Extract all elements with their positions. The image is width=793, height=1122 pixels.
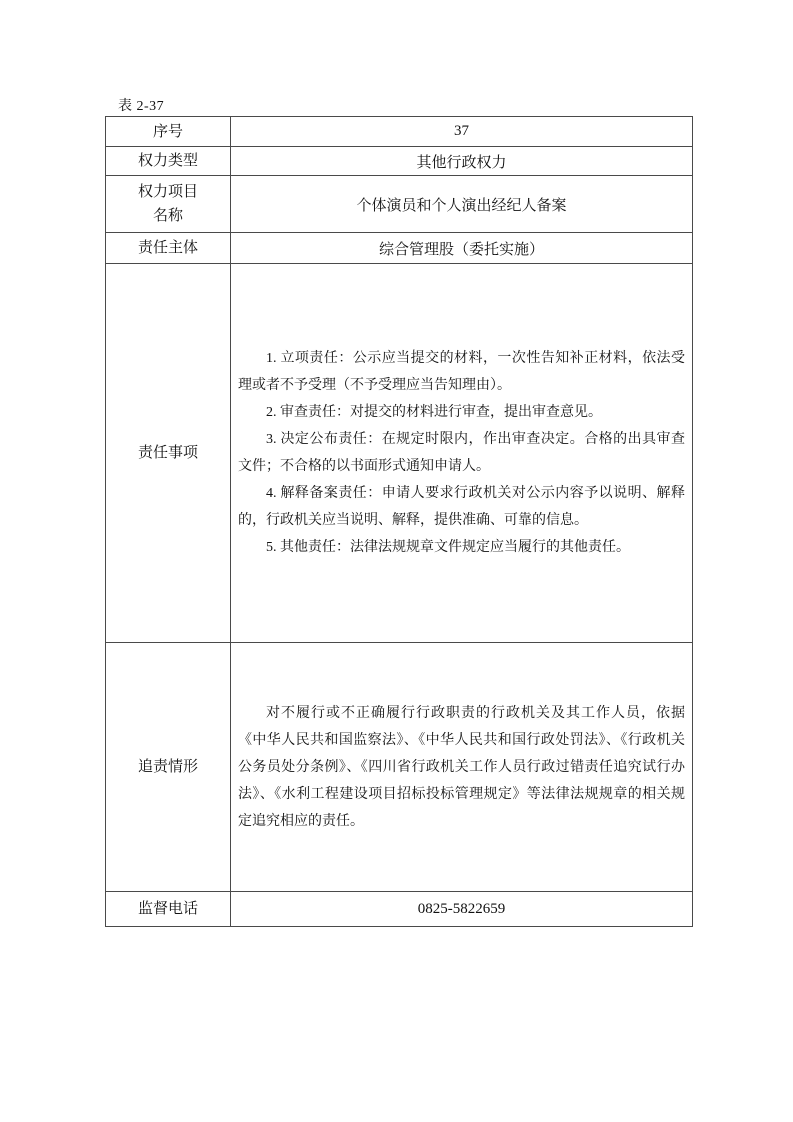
accountability-label: 追责情形	[106, 643, 231, 892]
power-type-value: 其他行政权力	[231, 147, 693, 176]
table-row-serial-number	[106, 117, 693, 147]
duty-items-content	[231, 264, 693, 643]
table-row-supervision-phone	[106, 892, 693, 927]
table-row-accountability	[106, 643, 693, 892]
project-name-label	[106, 176, 231, 233]
serial-number-value: 37	[231, 117, 693, 147]
table-row-power-type	[106, 147, 693, 176]
serial-number-label: 序号	[106, 117, 231, 147]
responsible-subject-label: 责任主体	[106, 233, 231, 264]
table-row-duty-items	[106, 264, 693, 643]
responsible-subject-value: 综合管理股（委托实施）	[231, 233, 693, 264]
accountability-paragraph: 对不履行或不正确履行行政职责的行政机关及其工作人员，依据《中华人民共和国监察法》、《中华人民共和国行政处罚法》、《行政机关公务员处分条例》、《四川省行政机关工作人员行政过错责任追究试行办法》、《水利工程建设项目招标投标管理规定》等法律法规规章的相关规定追究相应的责任。	[238, 705, 685, 829]
table-caption: 表 2-37	[118, 99, 165, 114]
accountability-content	[231, 643, 693, 892]
table-row-responsible-subject	[106, 233, 693, 264]
duty-item-4: 4. 解释备案责任：申请人要求行政机关对公示内容予以说明、解释的，行政机关应当说明、解释，提供准确、可靠的信息。	[238, 486, 685, 528]
supervision-phone-value: 0825-5822659	[231, 892, 693, 927]
duty-items-label: 责任事项	[106, 264, 231, 643]
responsibility-table	[105, 116, 693, 927]
duty-item-5: 5. 其他责任：法律法规规章文件规定应当履行的其他责任。	[266, 540, 630, 555]
supervision-phone-label: 监督电话	[106, 892, 231, 927]
table-row-project-name	[106, 176, 693, 233]
power-type-label: 权力类型	[106, 147, 231, 176]
duty-item-2: 2. 审查责任：对提交的材料进行审查，提出审查意见。	[266, 405, 602, 420]
duty-item-3: 3. 决定公布责任：在规定时限内，作出审查决定。合格的出具审查文件；不合格的以书面形式通知申请人。	[238, 432, 685, 474]
project-name-label-line2: 名称	[152, 208, 183, 224]
project-name-label-line1: 权力项目	[137, 184, 198, 200]
project-name-value: 个体演员和个人演出经纪人备案	[231, 176, 693, 233]
duty-item-1: 1. 立项责任：公示应当提交的材料，一次性告知补正材料，依法受理或者不予受理（不予受理应当告知理由）。	[238, 351, 685, 393]
